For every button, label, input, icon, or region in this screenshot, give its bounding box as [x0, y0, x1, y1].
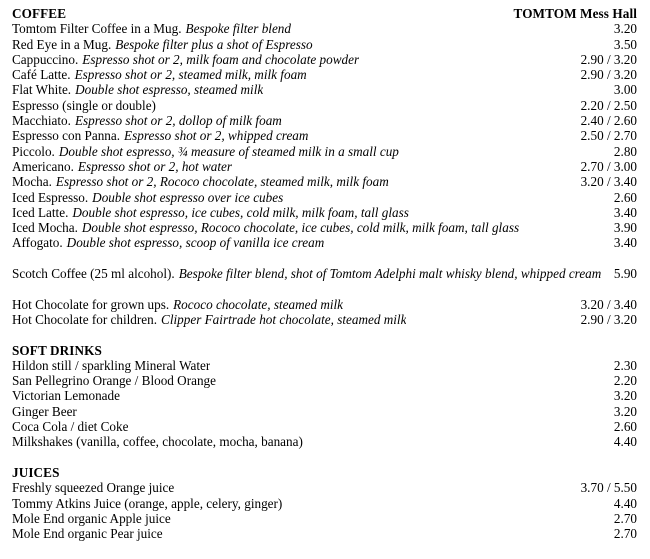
menu-item-row	[12, 37, 637, 52]
menu-item-price: 5.90	[613, 266, 637, 282]
menu-item-description: Bespoke filter plus a shot of Espresso	[115, 36, 313, 52]
menu-item-row	[12, 235, 637, 250]
menu-item-price: 2.60	[613, 419, 637, 435]
menu-item-row	[12, 526, 637, 541]
menu-item-price: 2.60	[613, 189, 637, 205]
menu-item-text	[12, 434, 303, 449]
menu-item-row	[12, 190, 637, 205]
menu-item-row	[12, 358, 637, 373]
menu-item-description: Clipper Fairtrade hot chocolate, steamed milk	[161, 311, 407, 327]
menu-item-text	[12, 37, 313, 52]
brand-title: TOMTOM Mess Hall	[513, 6, 637, 21]
menu-item-name: San Pellegrino Orange / Blood Orange	[12, 373, 216, 389]
menu-item-price: 2.70 / 3.00	[580, 158, 637, 174]
menu-item-text	[12, 174, 389, 189]
menu-item-text	[12, 388, 120, 403]
menu-item-price: 2.20	[613, 373, 637, 389]
menu-item-price: 3.70 / 5.50	[580, 480, 637, 496]
menu-item-text	[12, 358, 210, 373]
menu-item-name: Flat White.	[12, 82, 72, 98]
menu-item-price: 3.20	[613, 388, 637, 404]
menu-item-price: 3.50	[613, 36, 637, 52]
menu-item-price: 4.40	[613, 495, 637, 511]
section-header	[12, 6, 637, 21]
section-title: COFFEE	[12, 6, 67, 21]
menu-item-row	[12, 404, 637, 419]
menu-item-name: Cappuccino.	[12, 51, 79, 67]
menu-item-text	[12, 419, 128, 434]
menu-item-price: 2.90 / 3.20	[580, 311, 637, 327]
menu-item-description: Double shot espresso, steamed milk	[75, 82, 264, 98]
menu-item-description: Espresso shot or 2, dollop of milk foam	[74, 113, 282, 129]
menu-item-text	[12, 220, 519, 235]
menu-item-price: 2.30	[613, 357, 637, 373]
menu-item-name: Coca Cola / diet Coke	[12, 419, 129, 435]
menu-item-description: Bespoke filter blend, shot of Tomtom Adelphi malt whisky blend, whipped cream	[178, 266, 602, 282]
menu-item-text	[12, 526, 163, 541]
menu-item-price: 3.20 / 3.40	[580, 174, 637, 190]
menu-section	[12, 465, 637, 541]
menu-item-price: 3.20	[613, 403, 637, 419]
menu-item-name: Hot Chocolate for children.	[12, 311, 158, 327]
menu-item-name: Milkshakes (vanilla, coffee, chocolate, mocha, banana)	[12, 434, 303, 450]
menu-item-text	[12, 511, 171, 526]
menu-item-name: Mole End organic Apple juice	[12, 510, 171, 526]
menu-item-row	[12, 388, 637, 403]
section-gap	[12, 450, 637, 465]
menu-item-text	[12, 404, 77, 419]
menu-item-row	[12, 174, 637, 189]
menu-item-text	[12, 312, 406, 327]
menu-item-price: 4.40	[613, 434, 637, 450]
menu-item-row	[12, 266, 637, 281]
menu-item-text	[12, 52, 359, 67]
menu-item-row	[12, 419, 637, 434]
menu-item-text	[12, 128, 308, 143]
menu-item-name: Mole End organic Pear juice	[12, 526, 163, 542]
menu-item-price: 3.20 / 3.40	[580, 296, 637, 312]
menu-item-price: 2.80	[613, 143, 637, 159]
menu-item-row	[12, 511, 637, 526]
menu-item-name: Tommy Atkins Juice (orange, apple, celery, ginger)	[12, 495, 283, 511]
menu-item-description: Bespoke filter blend	[185, 21, 291, 37]
menu-item-description: Rococo chocolate, steamed milk	[173, 296, 344, 312]
menu-item-description: Double shot espresso, Rococo chocolate, ice cubes, cold milk, milk foam, tall glass	[81, 220, 520, 236]
menu-item-description: Espresso shot or 2, steamed milk, milk foam	[74, 67, 307, 83]
menu-item-price: 3.40	[613, 235, 637, 251]
menu-item-row	[12, 98, 637, 113]
menu-item-row	[12, 373, 637, 388]
menu-item-name: Red Eye in a Mug.	[12, 36, 112, 52]
menu-item-price: 3.90	[613, 220, 637, 236]
menu-item-name: Macchiato.	[12, 113, 71, 129]
menu-item-price: 3.00	[613, 82, 637, 98]
menu-item-text	[12, 496, 282, 511]
group-gap	[12, 251, 637, 266]
menu-item-price: 2.90 / 3.20	[580, 51, 637, 67]
menu-item-name: Espresso (single or double)	[12, 97, 156, 113]
menu-item-description: Double shot espresso over ice cubes	[92, 189, 284, 205]
menu-item-price: 2.90 / 3.20	[580, 67, 637, 83]
menu-item-name: Hildon still / sparkling Mineral Water	[12, 357, 211, 373]
menu-item-row	[12, 496, 637, 511]
menu-item-name: Espresso con Panna.	[12, 128, 121, 144]
menu-item-name: Americano.	[12, 158, 74, 174]
menu-item-description: Double shot espresso, ice cubes, cold milk, milk foam, tall glass	[72, 204, 409, 220]
menu-section	[12, 6, 637, 327]
menu-item-description: Espresso shot or 2, Rococo chocolate, steamed milk, milk foam	[55, 174, 389, 190]
menu-item-name: Piccolo.	[12, 143, 55, 159]
menu-item-name: Affogato.	[12, 235, 63, 251]
menu-item-name: Scotch Coffee (25 ml alcohol).	[12, 266, 175, 282]
menu-item-row	[12, 82, 637, 97]
menu-item-description: Double shot espresso, ¾ measure of steamed milk in a small cup	[58, 143, 399, 159]
menu-item-row	[12, 220, 637, 235]
menu-item-text	[12, 21, 291, 36]
menu-item-name: Café Latte.	[12, 67, 71, 83]
section-header	[12, 465, 637, 480]
section-title: JUICES	[12, 464, 60, 480]
menu-item-name: Victorian Lemonade	[12, 388, 120, 404]
menu-item-text	[12, 190, 283, 205]
menu-item-row	[12, 480, 637, 495]
menu-item-text	[12, 98, 156, 113]
section-header	[12, 343, 637, 358]
menu-item-description: Espresso shot or 2, milk foam and chocolate powder	[82, 51, 360, 67]
menu-item-description: Espresso shot or 2, hot water	[77, 158, 232, 174]
menu-item-text	[12, 373, 216, 388]
menu-item-row	[12, 113, 637, 128]
menu-item-text	[12, 480, 174, 495]
group-gap	[12, 281, 637, 296]
section-title: SOFT DRINKS	[12, 342, 102, 358]
menu-item-price: 2.20 / 2.50	[580, 97, 637, 113]
menu-item-price: 2.70	[613, 510, 637, 526]
menu-item-text	[12, 113, 282, 128]
menu-item-text	[12, 144, 399, 159]
menu-item-name: Ginger Beer	[12, 403, 77, 419]
menu-item-name: Hot Chocolate for grown ups.	[12, 296, 170, 312]
menu-item-text	[12, 266, 601, 281]
menu-item-row	[12, 434, 637, 449]
section-gap	[12, 327, 637, 342]
menu-item-name: Iced Latte.	[12, 204, 69, 220]
menu-item-price: 3.40	[613, 204, 637, 220]
menu-item-name: Freshly squeezed Orange juice	[12, 480, 175, 496]
menu-item-row	[12, 52, 637, 67]
menu-item-name: Iced Espresso.	[12, 189, 89, 205]
menu-item-row	[12, 205, 637, 220]
menu-item-row	[12, 67, 637, 82]
menu-item-price: 2.70	[613, 526, 637, 542]
menu-item-row	[12, 297, 637, 312]
menu-item-description: Double shot espresso, scoop of vanilla ice cream	[66, 235, 325, 251]
menu-item-text	[12, 205, 409, 220]
menu-item-text	[12, 159, 232, 174]
menu-item-text	[12, 67, 307, 82]
menu-item-price: 2.50 / 2.70	[580, 128, 637, 144]
menu-item-description: Espresso shot or 2, whipped cream	[124, 128, 309, 144]
menu-item-price: 3.20	[613, 21, 637, 37]
menu-item-row	[12, 144, 637, 159]
menu-section	[12, 343, 637, 450]
menu-item-row	[12, 312, 637, 327]
menu-item-row	[12, 128, 637, 143]
menu-item-name: Tomtom Filter Coffee in a Mug.	[12, 21, 182, 37]
menu-item-text	[12, 82, 263, 97]
menu-item-text	[12, 235, 324, 250]
menu-item-name: Mocha.	[12, 174, 52, 190]
menu-item-row	[12, 21, 637, 36]
menu-item-price: 2.40 / 2.60	[580, 113, 637, 129]
menu-item-row	[12, 159, 637, 174]
menu-item-name: Iced Mocha.	[12, 220, 78, 236]
menu-item-text	[12, 297, 343, 312]
